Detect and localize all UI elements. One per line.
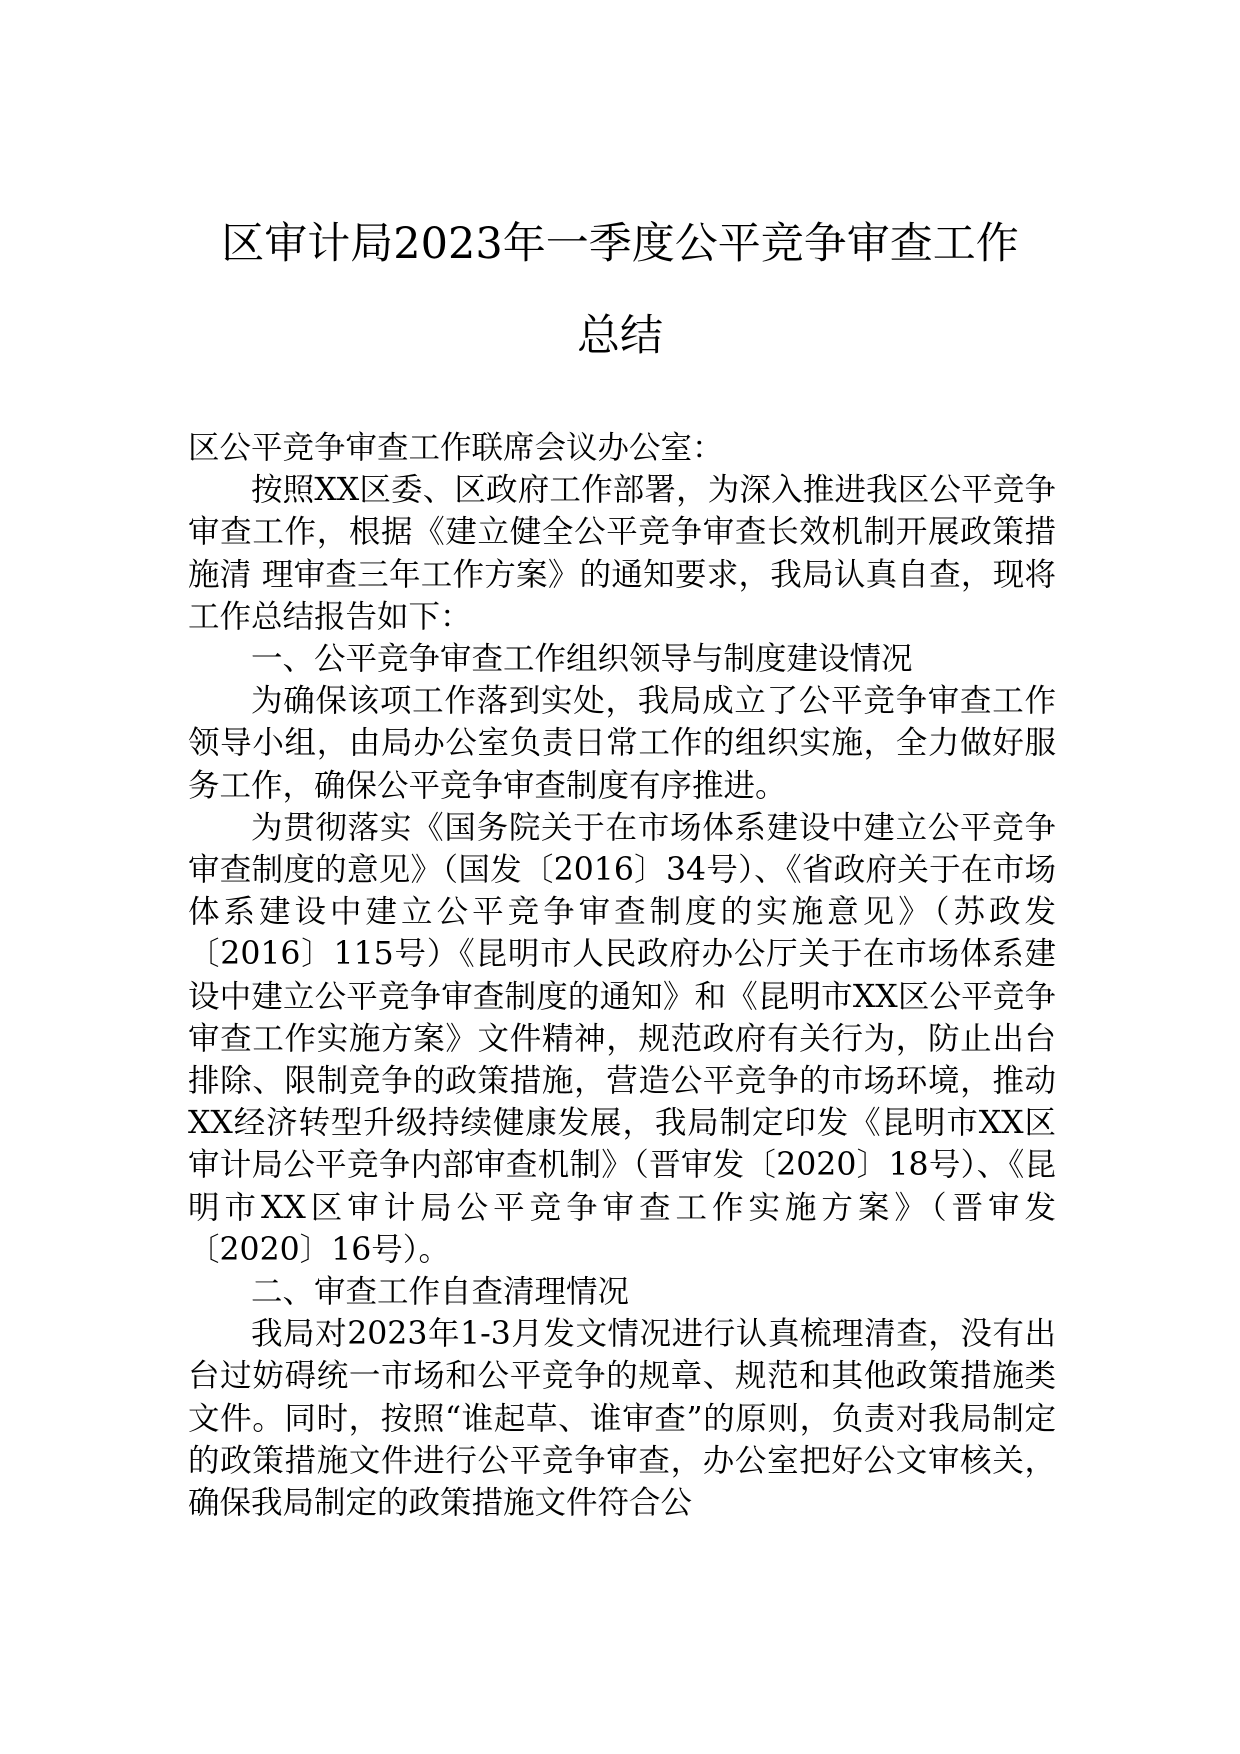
document-title-line-2: 总结 bbox=[577, 311, 663, 361]
document-body bbox=[188, 427, 1056, 1524]
intro-paragraph: 按照XX区委、区政府工作部署，为深入推进我区公平竞争审查工作，根据《建立健全公平竞争审查长效机制开展政策措施清 理审查三年工作方案》的通知要求，我局认真自查，现将工作总结报告如下： bbox=[188, 472, 1056, 635]
section-heading-2: 二、审查工作自查清理情况 bbox=[251, 1274, 630, 1311]
paragraph-policy: 为贯彻落实《国务院关于在市场体系建设中建立公平竞争审查制度的意见》（国发〔2016〕34号）、《省政府关于在市场体系建设中建立公平竞争审查制度的实施意见》（苏政发〔2016〕115号）《昆明市人民政府办公厅关于在市场体系建设中建立公平竞争审查制度的通知》和《昆明市XX区公平竞争审查工作实施方案》文件精神，规范政府有关行为，防止出台排除、限制竞争的政策措施，营造公平竞争的市场环境，推动XX经济转型升级持续健康发展，我局制定印发《昆明市XX区审计局公平竞争内部审查机制》（晋审发〔2020〕18号）、《昆明市XX区审计局公平竞争审查工作实施方案》（晋审发〔2020〕16号）。 bbox=[188, 809, 1056, 1268]
paragraph-leadership: 为确保该项工作落到实处，我局成立了公平竞争审查工作领导小组，由局办公室负责日常工作的组织实施，全力做好服务工作，确保公平竞争审查制度有序推进。 bbox=[188, 683, 1056, 804]
document-title-line-1: 区审计局2023年一季度公平竞争审查工作 bbox=[221, 219, 1019, 269]
section-heading-1: 一、公平竞争审查工作组织领导与制度建设情况 bbox=[251, 641, 913, 678]
paragraph-self-check: 我局对2023年1-3月发文情况进行认真梳理清查，没有出台过妨碍统一市场和公平竞争的规章、规范和其他政策措施类文件。同时，按照“谁起草、谁审查”的原则，负责对我局制定的政策措施文件进行公平竞争审查，办公室把好公文审核关，确保我局制定的政策措施文件符合公 bbox=[188, 1316, 1056, 1522]
salutation: 区公平竞争审查工作联席会议办公室： bbox=[188, 430, 724, 466]
